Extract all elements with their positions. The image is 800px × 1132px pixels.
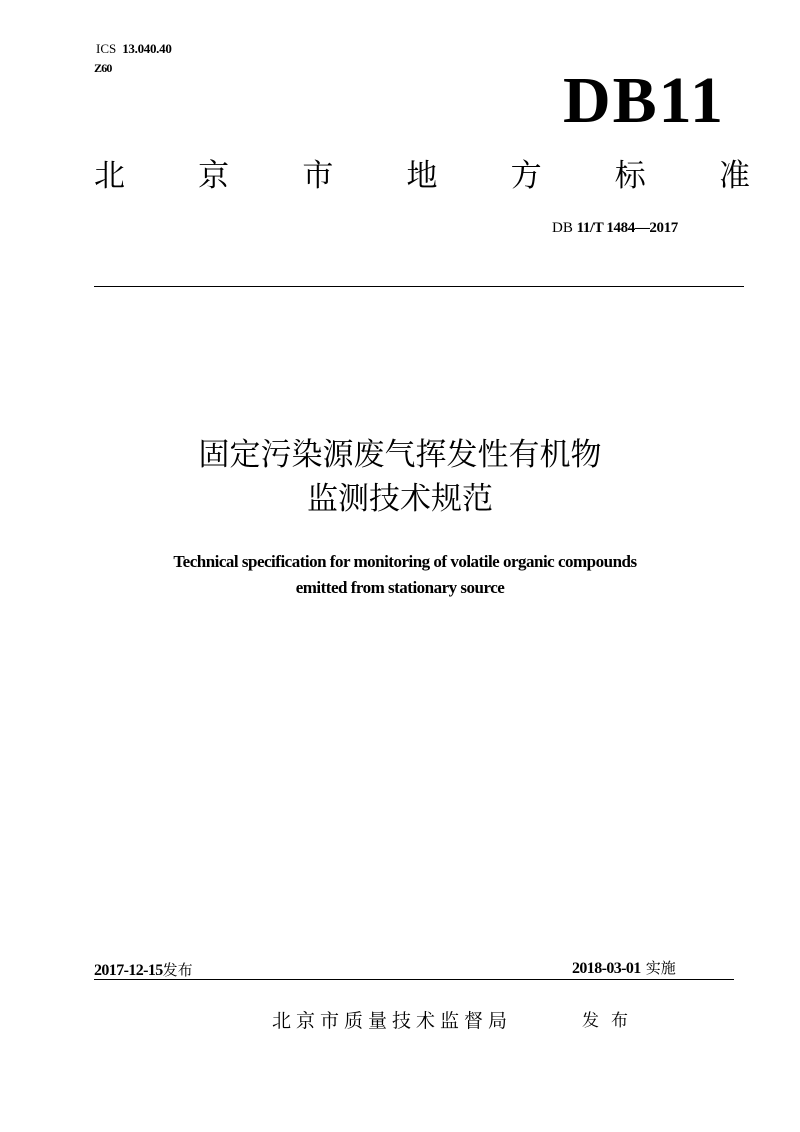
standard-type-char: 标 [614,158,646,194]
implement-date: 2018-03-01 [572,960,641,977]
db11-logo: DB11 [562,64,725,137]
standard-type-heading [94,154,750,198]
class-code: Z60 [94,61,112,75]
ics-code: 13.040.40 [122,41,172,56]
standard-number-code: 11/T 1484—2017 [576,220,678,236]
standard-type-char: 准 [718,158,750,194]
ics-classification [96,41,172,56]
issuer-action: 发布 [582,1011,640,1031]
implement-label: 实施 [645,959,676,977]
issue-label: 发布 [162,961,193,979]
standard-number [552,218,678,238]
top-divider [94,286,744,287]
issue-date-block [94,960,193,981]
title-en-line2: emitted from stationary source [295,578,505,597]
issuer-name: 北京市质量技术监督局 [272,1010,513,1032]
issue-date: 2017-12-15 [94,962,163,979]
ics-label: ICS [96,41,117,56]
bottom-divider [94,979,734,980]
standard-type-char: 市 [302,158,334,194]
implement-date-block [572,958,676,979]
title-cn-line1: 固定污染源废气挥发性有机物 [198,437,602,473]
standard-number-prefix: DB [552,220,573,236]
title-en-line1: Technical specification for monitoring of volatile organic compounds [173,552,637,571]
standard-type-char: 北 [94,158,125,194]
standard-type-char: 京 [198,158,230,194]
standard-type-char: 方 [510,158,542,194]
title-cn-line2: 监测技术规范 [307,481,493,517]
standard-type-char: 地 [406,158,438,194]
